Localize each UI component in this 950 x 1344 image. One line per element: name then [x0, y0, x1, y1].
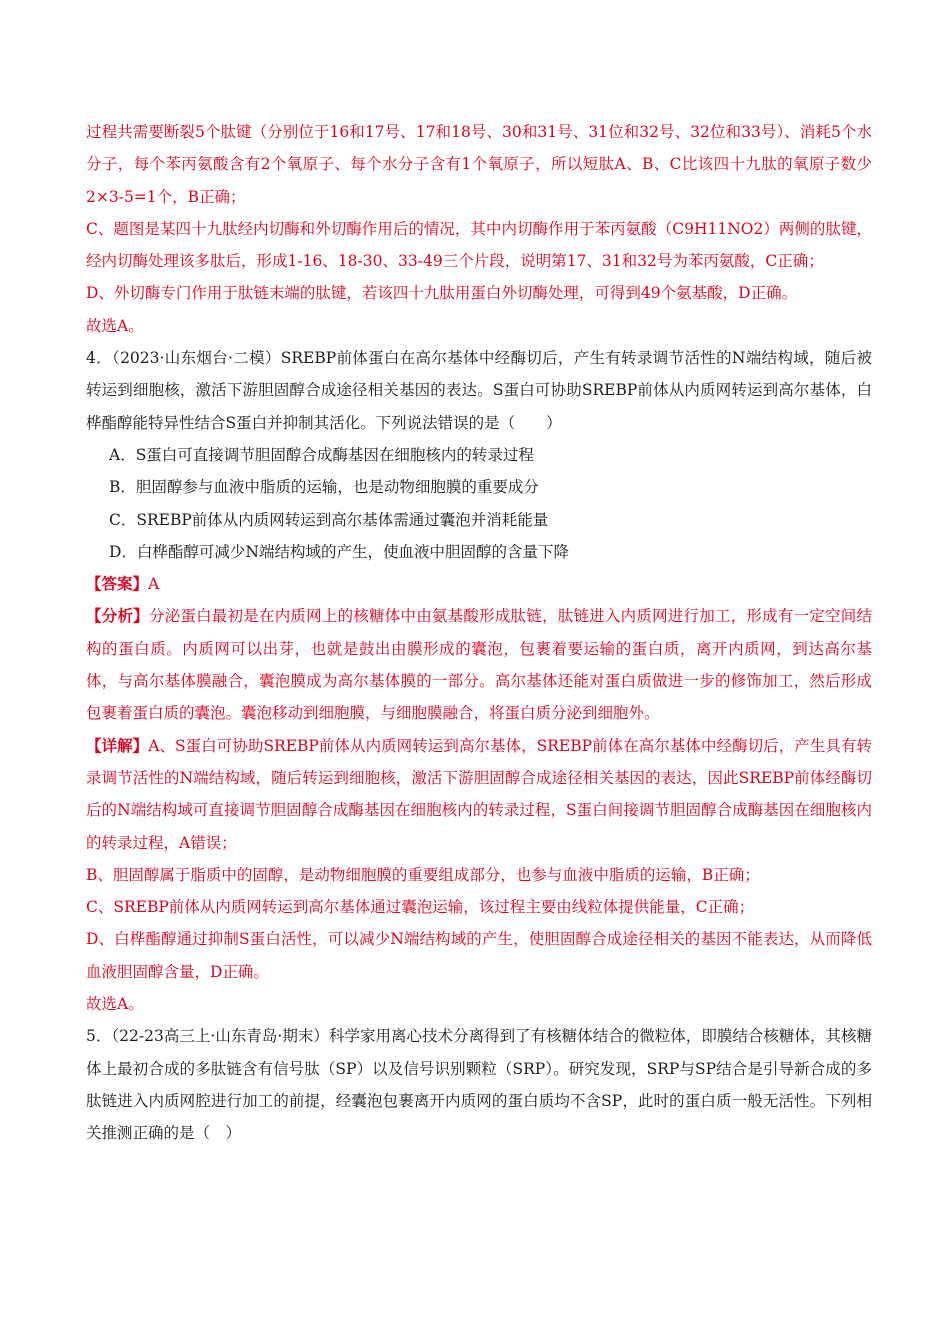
q4-conclusion: 故选A。	[86, 995, 144, 1014]
q5-stem: 5．（22-23高三上·山东青岛·期末）科学家用离心技术分离得到了有核糖体结合的微粒体，即膜结合核糖体，其核糖体上最初合成的多肽链含有信号肽（SP）以及信号识别颗粒（SRP）。研究发现，SRP与SP结合是引导新合成的多肽链进入内质网腔进行加工的前提，经囊泡包裹离开内质网的蛋白质均不含SP，此时的蛋白质一般无活性。下列相关推测正确的是（ ）	[86, 1027, 872, 1143]
answer-label: 【答案】	[86, 574, 149, 594]
q4-detail-d: D、白桦酯醇通过抑制S蛋白活性，可以减少N端结构域的产生，使胆固醇合成途径相关的基因不能表达，从而降低血液胆固醇含量，D正确。	[86, 930, 872, 981]
q3-explanation-d: D、外切酶专门作用于肽链末端的肽键，若该四十九肽用蛋白外切酶处理，可得到49个氨基酸，D正确。	[86, 284, 798, 303]
q4-option-c: C．SREBP前体从内质网转运到高尔基体需通过囊泡并消耗能量	[109, 510, 549, 529]
analysis-text: 分泌蛋白最初是在内质网上的核糖体中由氨基酸形成肽链，肽链进入内质网进行加工，形成有一定空间结构的蛋白质。内质网可以出芽，也就是鼓出由膜形成的囊泡，包裹着要运输的蛋白质，离开内质网，到达高尔基体，与高尔基体膜融合，囊泡膜成为高尔基体膜的一部分。高尔基体还能对蛋白质做进一步的修饰加工，然后形成包裹着蛋白质的囊泡。囊泡移动到细胞膜，与细胞膜融合，将蛋白质分泌到细胞外。	[86, 607, 872, 723]
q4-option-d: D．白桦酯醇可减少N端结构域的产生，使血液中胆固醇的含量下降	[109, 542, 569, 561]
answer-value: A	[148, 575, 160, 594]
q4-detail-b: B、胆固醇属于脂质中的固醇，是动物细胞膜的重要组成部分，也参与血液中脂质的运输，B正确；	[86, 865, 760, 884]
q4-detail-c: C、SREBP前体从内质网转运到高尔基体通过囊泡运输，该过程主要由线粒体提供能量，C正确；	[86, 898, 755, 917]
detail-label: 【详解】	[86, 735, 149, 755]
q4-stem: 4．（2023·山东烟台·二模）SREBP前体蛋白在高尔基体中经酶切后，产生有转录调节活性的N端结构域，随后被转运到细胞核，激活下游胆固醇合成途径相关基因的表达。S蛋白可协助SREBP前体从内质网转运到高尔基体，白桦酯醇能特异性结合S蛋白并抑制其活化。下列说法错误的是（ ）	[86, 349, 872, 432]
q4-analysis	[86, 600, 872, 729]
q3-explanation-b: 过程共需要断裂5个肽键（分别位于16和17号、17和18号、30和31号、31位和32号、32位和33号）、消耗5个水分子，每个苯丙氨酸含有2个氧原子、每个水分子含有1个氧原子，所以短肽A、B、C比该四十九肽的氧原子数少2×3-5=1个，B正确；	[86, 123, 872, 206]
document-body	[86, 116, 872, 1150]
q4-answer	[86, 568, 872, 600]
analysis-label: 【分析】	[86, 606, 149, 626]
q4-detail-a	[86, 730, 872, 859]
q3-explanation-c: C、题图是某四十九肽经内切酶和外切酶作用后的情况，其中内切酶作用于苯丙氨酸（C9H11NO2）两侧的肽键，经内切酶处理该多肽后，形成1-16、18-30、33-49三个片段，说明第17、31和32号为苯丙氨酸，C正确；	[86, 219, 872, 271]
q4-option-a: A．S蛋白可直接调节胆固醇合成酶基因在细胞核内的转录过程	[109, 445, 534, 464]
q4-option-b: B．胆固醇参与血液中脂质的运输，也是动物细胞膜的重要成分	[109, 478, 539, 497]
q3-conclusion: 故选A。	[86, 316, 144, 335]
detail-a-text: A、S蛋白可协助SREBP前体从内质网转运到高尔基体，SREBP前体在高尔基体中经酶切后，产生具有转录调节活性的N端结构域，随后转运到细胞核，激活下游胆固醇合成途径相关基因的表达，因此SREBP前体经酶切后的N端结构域可直接调节胆固醇合成酶基因在细胞核内的转录过程，S蛋白间接调节胆固醇合成酶基因在细胞核内的转录过程，A错误；	[86, 736, 872, 852]
